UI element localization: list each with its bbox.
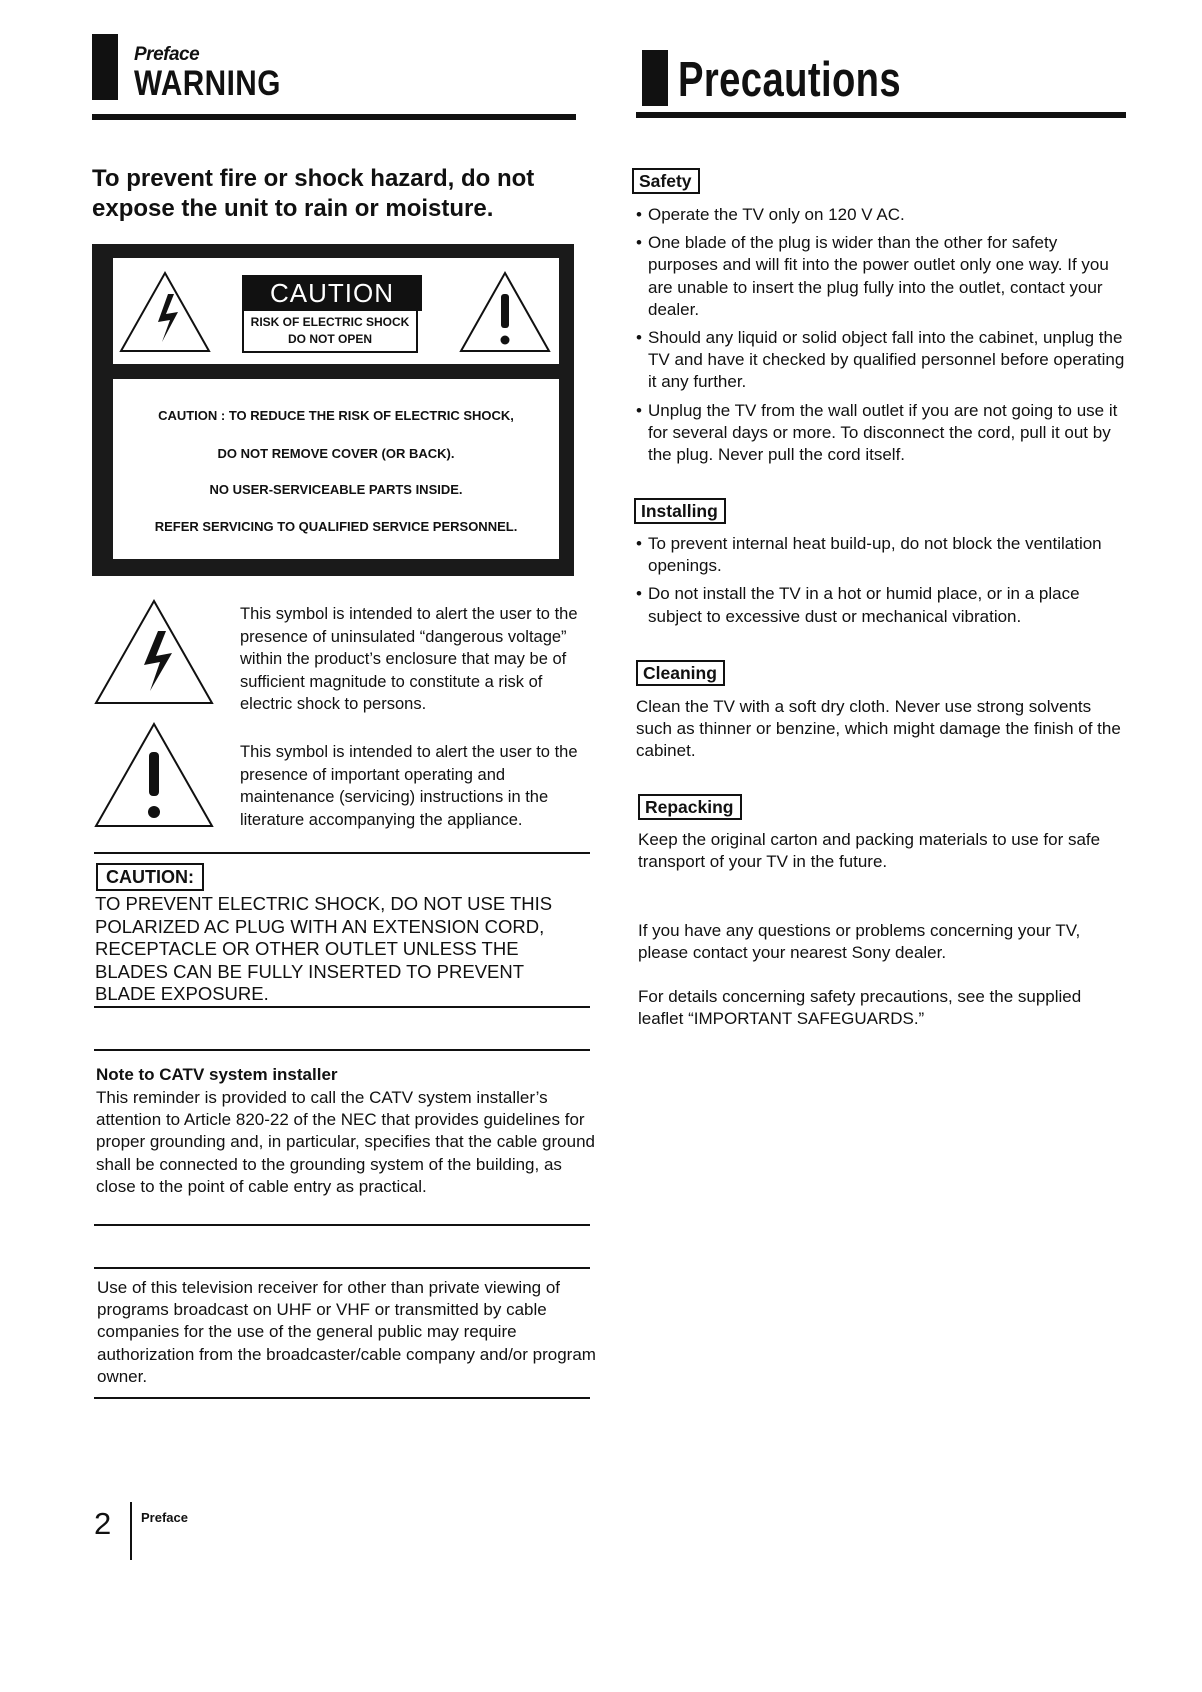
caution-sub-line-1: RISK OF ELECTRIC SHOCK bbox=[250, 315, 410, 329]
header-rule-left bbox=[92, 114, 576, 120]
caution-box-line-3: NO USER-SERVICEABLE PARTS INSIDE. bbox=[209, 482, 463, 497]
caution-line-4: BLADES CAN BE FULLY INSERTED TO PREVENT bbox=[95, 960, 525, 982]
caution-box-line-2: DO NOT REMOVE COVER (OR BACK). bbox=[217, 446, 455, 461]
footer-divider bbox=[130, 1502, 132, 1560]
page-title-warning: WARNING bbox=[134, 64, 281, 103]
section-label: Preface bbox=[134, 44, 200, 65]
exclamation-symbol-icon bbox=[94, 722, 214, 828]
lightning-symbol-text: This symbol is intended to alert the user to the presence of uninsulated “dangerous voltage” within the product’s enclosure that may be of sufficient magnitude to constitute a risk of electric shock to persons. bbox=[240, 605, 578, 713]
list-item: • One blade of the plug is wider than the other for safety purposes and will fit into the power outlet only one way. If you are unable to insert the plug fully into the outlet, contact your dealer. bbox=[636, 232, 1126, 321]
lightning-symbol-icon bbox=[94, 599, 214, 705]
lightning-warning-icon bbox=[118, 270, 212, 354]
caution-line-3: RECEPTACLE OR OTHER OUTLET UNLESS THE bbox=[95, 938, 519, 959]
header-bar-left bbox=[92, 34, 118, 100]
use-notice-text: Use of this television receiver for other than private viewing of programs broadcast on UHF or VHF or transmitted by cable companies for the use of the general public may require authorization from the broadcaster/cable company and/or program owner. bbox=[97, 1278, 596, 1386]
caution-banner: CAUTION bbox=[242, 275, 422, 311]
page-title-precautions: Precautions bbox=[678, 53, 902, 107]
divider bbox=[94, 852, 590, 854]
caution-box-line-4: REFER SERVICING TO QUALIFIED SERVICE PERSONNEL. bbox=[154, 519, 518, 534]
list-item: • Operate the TV only on 120 V AC. bbox=[636, 204, 1126, 226]
note-title: Note to CATV system installer bbox=[96, 1065, 338, 1084]
details-text: For details concerning safety precautions, see the supplied leaflet “IMPORTANT SAFEGUARDS.” bbox=[638, 987, 1082, 1029]
installing-label: Installing bbox=[634, 498, 726, 524]
safety-label: Safety bbox=[632, 168, 700, 194]
exclamation-symbol-text: This symbol is intended to alert the user to the presence of important operating and maintenance (servicing) instructions in the literature accompanying the appliance. bbox=[240, 743, 578, 829]
cleaning-label: Cleaning bbox=[636, 660, 725, 686]
caution-sub-line-2: DO NOT OPEN bbox=[287, 332, 372, 346]
note-text: This reminder is provided to call the CATV system installer’s attention to Article 820-22 of the NEC that provides guidelines for proper grounding and, in particular, specifies that the cable ground shall be connected to the grounding system of the building, as close to the point of cable entry as practical. bbox=[96, 1088, 595, 1196]
caution-label: CAUTION: bbox=[96, 863, 204, 891]
repacking-text: Keep the original carton and packing materials to use for safe transport of your TV in the future. bbox=[638, 830, 1101, 872]
cleaning-text: Clean the TV with a soft dry cloth. Never use strong solvents such as thinner or benzine, which might damage the finish of the cabinet. bbox=[636, 697, 1121, 761]
warning-headline: To prevent fire or shock hazard, do not expose the unit to rain or moisture. bbox=[92, 165, 535, 222]
repacking-label: Repacking bbox=[638, 794, 742, 820]
divider bbox=[94, 1006, 590, 1008]
divider bbox=[94, 1224, 590, 1226]
divider bbox=[94, 1267, 590, 1269]
caution-box-line-1: CAUTION : TO REDUCE THE RISK OF ELECTRIC SHOCK, bbox=[158, 408, 514, 423]
installing-list bbox=[636, 533, 1126, 634]
questions-text: If you have any questions or problems concerning your TV, please contact your nearest Sony dealer. bbox=[638, 921, 1081, 963]
caution-subtext bbox=[242, 311, 418, 353]
list-item: • Should any liquid or solid object fall into the cabinet, unplug the TV and have it checked by qualified personnel before operating it any further. bbox=[636, 327, 1126, 394]
header-rule-right bbox=[636, 112, 1126, 118]
list-item: • Unplug the TV from the wall outlet if you are not going to use it for several days or more. To disconnect the cord, pull it out by the plug. Never pull the cord itself. bbox=[636, 400, 1126, 467]
caution-line-1: TO PREVENT ELECTRIC SHOCK, DO NOT USE THIS bbox=[95, 893, 553, 914]
divider bbox=[94, 1397, 590, 1399]
divider bbox=[94, 1049, 590, 1051]
header-bar-right bbox=[642, 50, 668, 106]
caution-text bbox=[95, 893, 575, 1006]
caution-line-2: POLARIZED AC PLUG WITH AN EXTENSION CORD, bbox=[95, 915, 545, 937]
caution-line-5: BLADE EXPOSURE. bbox=[95, 983, 269, 1004]
exclamation-warning-icon bbox=[458, 270, 552, 354]
footer-label: Preface bbox=[141, 1510, 188, 1525]
list-item: • To prevent internal heat build-up, do not block the ventilation openings. bbox=[636, 533, 1126, 577]
page-number: 2 bbox=[94, 1506, 112, 1541]
list-item: • Do not install the TV in a hot or humid place, or in a place subject to excessive dust or mechanical vibration. bbox=[636, 583, 1126, 627]
safety-list bbox=[636, 204, 1126, 472]
